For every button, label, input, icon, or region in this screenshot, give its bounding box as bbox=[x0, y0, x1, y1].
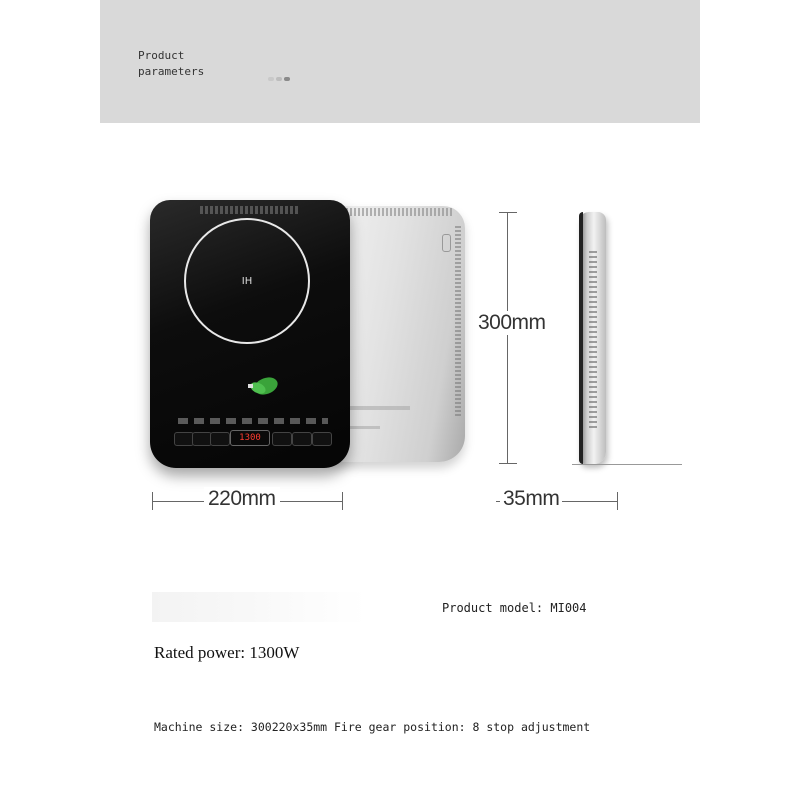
cooktop-front-view bbox=[150, 200, 350, 468]
depth-dimension-label: 35mm bbox=[500, 487, 562, 511]
machine-size-text: Machine size: 300220x35mm Fire gear position: 8 stop adjustment bbox=[154, 720, 591, 734]
top-vent bbox=[334, 208, 452, 216]
cooktop-side-view bbox=[579, 212, 606, 464]
back-label bbox=[350, 406, 410, 410]
side-lip bbox=[579, 212, 583, 464]
pause-button bbox=[192, 432, 212, 446]
timer-button bbox=[174, 432, 194, 446]
height-dimension-label: 300mm bbox=[478, 311, 546, 334]
product-model-text: Product model: MI004 bbox=[442, 601, 587, 615]
height-dimension-tick-bottom bbox=[499, 463, 517, 464]
width-dimension-tick-left bbox=[152, 492, 153, 510]
power-display: 1300 bbox=[230, 430, 270, 446]
side-ground-line bbox=[572, 464, 682, 465]
height-dimension-line bbox=[507, 212, 508, 464]
page-title: Product parameters bbox=[138, 49, 205, 78]
function-button bbox=[292, 432, 312, 446]
side-vent bbox=[455, 226, 461, 416]
depth-dimension-tick bbox=[617, 492, 618, 510]
header-dots bbox=[268, 68, 292, 86]
control-panel bbox=[174, 430, 334, 446]
back-label-secondary bbox=[350, 426, 380, 429]
ih-label: IH bbox=[241, 276, 253, 287]
decrease-button bbox=[210, 432, 230, 446]
faded-strip bbox=[152, 592, 366, 622]
increase-button bbox=[272, 432, 292, 446]
warning-label bbox=[200, 206, 300, 214]
rated-power-text: Rated power: 1300W bbox=[154, 643, 300, 662]
leaf-logo-icon bbox=[246, 372, 280, 400]
control-panel-labels bbox=[178, 418, 328, 424]
side-vents bbox=[589, 248, 597, 428]
width-dimension-label: 220mm bbox=[204, 487, 280, 511]
width-dimension-tick-right bbox=[342, 492, 343, 510]
heating-zone-ring bbox=[184, 218, 310, 344]
height-dimension-tick-top bbox=[499, 212, 517, 213]
header-banner bbox=[100, 0, 700, 123]
back-clip bbox=[442, 234, 451, 252]
power-button bbox=[312, 432, 332, 446]
